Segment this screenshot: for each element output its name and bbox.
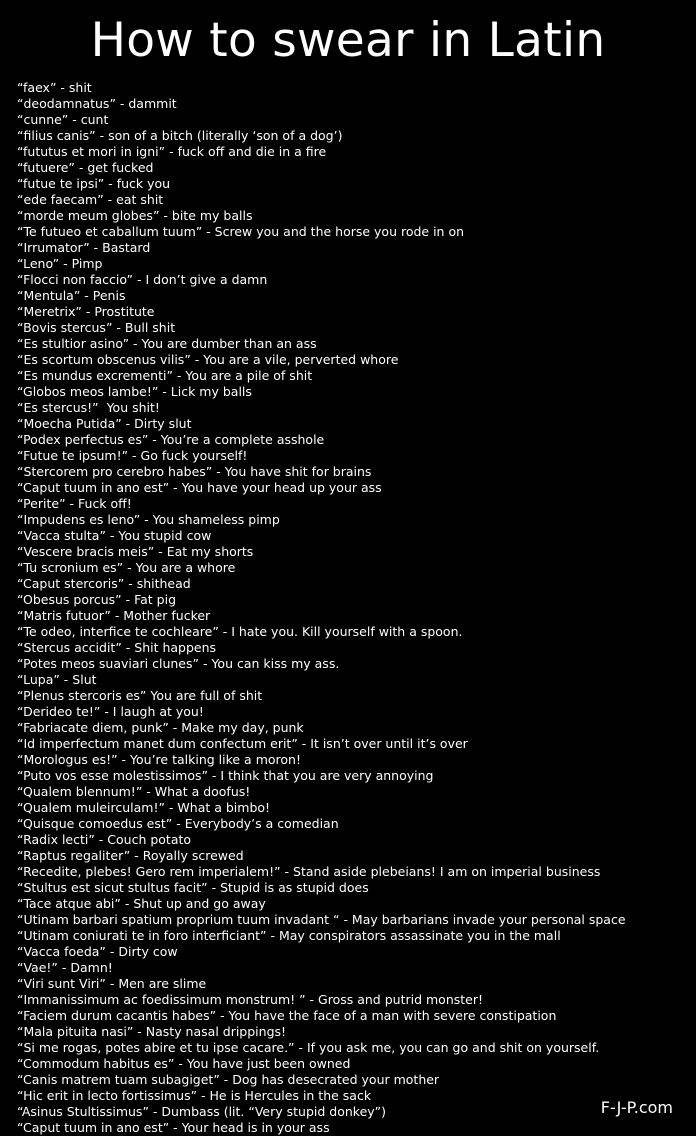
page-title: How to swear in Latin (90, 13, 606, 68)
phrase-entry: “Tace atque abi” - Shut up and go away (17, 896, 266, 911)
phrase-entry: “Lupa” - Slut (17, 672, 97, 687)
phrase-entry: “Vae!” - Damn! (17, 960, 113, 975)
phrase-entry: “Si me rogas, potes abire et tu ipse cacare.” - If you ask me, you can go and shit on yourself. (17, 1040, 600, 1055)
phrase-entry: “Stercus accidit” - Shit happens (17, 640, 217, 655)
phrase-entry: “Caput stercoris” - shithead (17, 576, 191, 591)
phrase-entry: “Commodum habitus es” - You have just been owned (17, 1056, 351, 1071)
phrase-entry: “Globos meos lambe!” - Lick my balls (17, 384, 252, 399)
phrase-list (17, 80, 693, 1136)
phrase-entry: “Morologus es!” - You’re talking like a moron! (17, 752, 301, 767)
phrase-entry: “Irrumator” - Bastard (17, 240, 151, 255)
phrase-entry: “futuere” - get fucked (17, 160, 154, 175)
site-watermark: F-J-P.com (595, 1098, 673, 1118)
phrase-entry: “Plenus stercoris es” You are full of shit (17, 688, 263, 703)
phrase-entry: “Vacca stulta” - You stupid cow (17, 528, 212, 543)
phrase-entry: “filius canis” - son of a bitch (literally ‘son of a dog’) (17, 128, 343, 143)
phrase-entry: “Leno” - Pimp (17, 256, 103, 271)
phrase-entry: “Podex perfectus es” - You’re a complete asshole (17, 432, 325, 447)
phrase-entry: “deodamnatus” - dammit (17, 96, 177, 111)
phrase-entry: “Asinus Stultissimus” - Dumbass (lit. “Very stupid donkey”) (17, 1104, 387, 1119)
phrase-entry: “Vescere bracis meis” - Eat my shorts (17, 544, 254, 559)
phrase-entry: “Bovis stercus” - Bull shit (17, 320, 176, 335)
phrase-entry: “Raptus regaliter” - Royally screwed (17, 848, 244, 863)
phrase-entry: “Puto vos esse molestissimos” - I think that you are very annoying (17, 768, 434, 783)
phrase-entry: “Derideo te!” - I laugh at you! (17, 704, 204, 719)
phrase-entry: “Flocci non faccio” - I don’t give a damn (17, 272, 268, 287)
phrase-entry: “Te odeo, interfice te cochleare” - I hate you. Kill yourself with a spoon. (17, 624, 463, 639)
phrase-entry: “Perite” - Fuck off! (17, 496, 132, 511)
phrase-entry: “Es scortum obscenus vilis” - You are a vile, perverted whore (17, 352, 399, 367)
phrase-entry: “Matris futuor” - Mother fucker (17, 608, 211, 623)
phrase-entry: “Quisque comoedus est” - Everybody’s a comedian (17, 816, 339, 831)
phrase-entry: “Caput tuum in ano est” - Your head is in your ass (17, 1120, 330, 1135)
phrase-entry: “Potes meos suaviari clunes” - You can kiss my ass. (17, 656, 340, 671)
phrase-entry: “faex” - shit (17, 80, 92, 95)
phrase-entry: “ede faecam” - eat shit (17, 192, 164, 207)
phrase-entry: “Tu scronium es” - You are a whore (17, 560, 236, 575)
phrase-entry: “Mentula” - Penis (17, 288, 126, 303)
phrase-entry: “morde meum globes” - bite my balls (17, 208, 253, 223)
phrase-entry: “Qualem muleirculam!” - What a bimbo! (17, 800, 271, 815)
phrase-entry: “Stercorem pro cerebro habes” - You have shit for brains (17, 464, 372, 479)
phrase-entry: “Obesus porcus” - Fat pig (17, 592, 177, 607)
phrase-entry: “Meretrix” - Prostitute (17, 304, 155, 319)
phrase-entry: “Futue te ipsum!” - Go fuck yourself! (17, 448, 248, 463)
phrase-entry: “Qualem blennum!” - What a doofus! (17, 784, 251, 799)
phrase-entry: “Immanissimum ac foedissimum monstrum! ” - Gross and putrid monster! (17, 992, 483, 1007)
phrase-entry: “fututus et mori in igni” - fuck off and die in a fire (17, 144, 327, 159)
phrase-entry: “Te futueo et caballum tuum” - Screw you and the horse you rode in on (17, 224, 465, 239)
phrase-entry: “Utinam coniurati te in foro interficiant” - May conspirators assassinate you in the mall (17, 928, 561, 943)
phrase-entry: “Es stultior asino” - You are dumber than an ass (17, 336, 317, 351)
phrase-entry: “Utinam barbari spatium proprium tuum invadant “ - May barbarians invade your personal space (17, 912, 626, 927)
phrase-entry: “Vacca foeda” - Dirty cow (17, 944, 178, 959)
phrase-entry: “Es mundus excrementi” - You are a pile of shit (17, 368, 313, 383)
phrase-entry: “Viri sunt Viri” - Men are slime (17, 976, 207, 991)
phrase-entry: “Hic erit in lecto fortissimus” - He is Hercules in the sack (17, 1088, 372, 1103)
phrase-entry: “Impudens es leno” - You shameless pimp (17, 512, 280, 527)
phrase-entry: “cunne” - cunt (17, 112, 109, 127)
phrase-entry: “Faciem durum cacantis habes” - You have the face of a man with severe constipation (17, 1008, 557, 1023)
phrase-entry: “Caput tuum in ano est” - You have your head up your ass (17, 480, 382, 495)
phrase-entry: “Id imperfectum manet dum confectum erit” - It isn’t over until it’s over (17, 736, 468, 751)
phrase-entry: “Stultus est sicut stultus facit” - Stupid is as stupid does (17, 880, 369, 895)
phrase-entry: “Mala pituita nasi” - Nasty nasal drippings! (17, 1024, 287, 1039)
phrase-entry: “Recedite, plebes! Gero rem imperialem!” - Stand aside plebeians! I am on imperial business (17, 864, 601, 879)
phrase-entry: “Es stercus!” You shit! (17, 400, 160, 415)
phrase-entry: “futue te ipsi” - fuck you (17, 176, 171, 191)
phrase-entry: “Moecha Putida” - Dirty slut (17, 416, 192, 431)
phrase-entry: “Canis matrem tuam subagiget” - Dog has desecrated your mother (17, 1072, 440, 1087)
phrase-entry: “Radix lecti” - Couch potato (17, 832, 192, 847)
phrase-entry: “Fabriacate diem, punk” - Make my day, punk (17, 720, 304, 735)
